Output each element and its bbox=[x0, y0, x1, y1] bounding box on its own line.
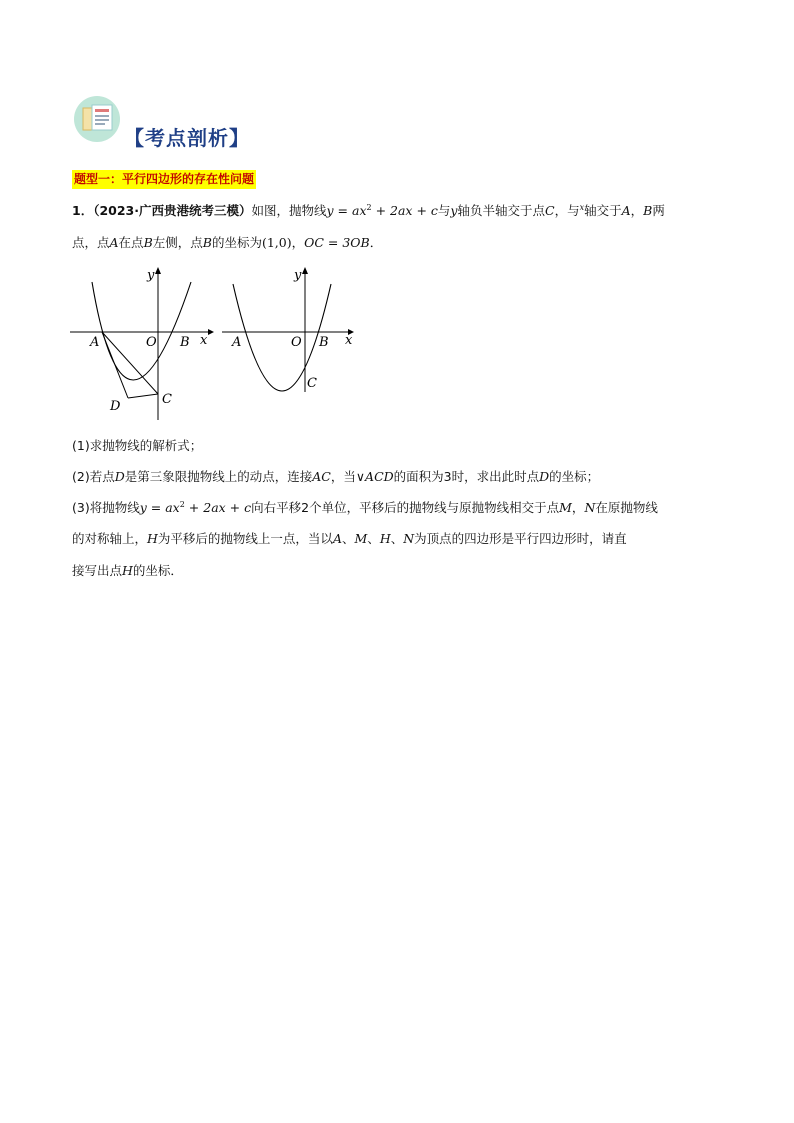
text: 、 bbox=[367, 531, 380, 546]
text: 将抛物线 bbox=[89, 500, 140, 515]
math-var: M bbox=[354, 531, 368, 546]
text: 的面积为 bbox=[393, 469, 444, 484]
text: 的坐标． bbox=[132, 563, 183, 578]
text: ． bbox=[369, 235, 383, 250]
math-expr: OC = 3OB bbox=[304, 235, 370, 250]
number: 2 bbox=[301, 500, 310, 515]
segment-DC bbox=[128, 394, 158, 398]
y-axis-arrow bbox=[302, 267, 308, 274]
text: 若点 bbox=[89, 469, 115, 484]
figure-right bbox=[222, 267, 354, 392]
math-op: = bbox=[146, 500, 166, 515]
text: 时，求出此时点 bbox=[451, 469, 540, 484]
text: 的坐标为 bbox=[211, 235, 262, 250]
math-var: D bbox=[539, 469, 550, 484]
text: 在原抛物线 bbox=[595, 500, 658, 515]
math-var: M bbox=[559, 500, 572, 515]
math-var: y bbox=[326, 203, 334, 218]
y-axis-arrow bbox=[155, 267, 161, 274]
math-exp: 2 bbox=[179, 499, 185, 509]
math-op: = bbox=[333, 203, 352, 218]
text: ， bbox=[291, 235, 305, 250]
math-var: ax bbox=[352, 203, 367, 218]
text: 为平移后的抛物线上一点，当以 bbox=[157, 531, 333, 546]
number: 3 bbox=[443, 469, 452, 484]
math-var: H bbox=[122, 563, 133, 578]
question-type-title: 题型一：平行四边形的存在性问题 bbox=[72, 170, 256, 189]
label-y: y bbox=[294, 268, 302, 283]
parabola bbox=[233, 284, 331, 391]
math-var: N bbox=[403, 531, 415, 546]
text: 点，点 bbox=[72, 235, 110, 250]
segment-AD bbox=[102, 332, 128, 398]
text: ，当 bbox=[330, 469, 356, 484]
label-y: y bbox=[147, 268, 155, 283]
question-3-line-3 bbox=[72, 562, 183, 580]
math-var: A bbox=[621, 203, 631, 218]
text: 的坐标； bbox=[549, 469, 600, 484]
text: 接写出点 bbox=[72, 563, 123, 578]
text: ， bbox=[571, 500, 585, 515]
label-A: A bbox=[90, 335, 100, 350]
label-C: C bbox=[162, 392, 172, 407]
math-var: H bbox=[379, 531, 391, 546]
text: 与 bbox=[437, 203, 451, 218]
question-2 bbox=[72, 468, 599, 486]
math-var: ax bbox=[165, 500, 180, 515]
text: 在点 bbox=[118, 235, 144, 250]
math-var: C bbox=[545, 203, 555, 218]
text: 、 bbox=[341, 531, 355, 546]
math-var: y bbox=[450, 203, 458, 218]
math-coord: (1,0) bbox=[261, 235, 292, 250]
math-var: B bbox=[143, 235, 153, 250]
label-x: x bbox=[200, 333, 208, 348]
math-var: y bbox=[139, 500, 147, 515]
text: 如图，抛物线 bbox=[251, 203, 327, 218]
label-C: C bbox=[307, 376, 317, 391]
text: 轴负半轴交于点 bbox=[457, 203, 545, 218]
label-B: B bbox=[319, 335, 329, 350]
math-var: B bbox=[643, 203, 653, 218]
problem-line-1 bbox=[72, 202, 665, 220]
math-var: A bbox=[332, 531, 342, 546]
math-var: A bbox=[109, 235, 119, 250]
math-var: x bbox=[579, 202, 585, 212]
text: 、 bbox=[390, 531, 404, 546]
math-exp: 2 bbox=[366, 202, 372, 212]
figures bbox=[66, 262, 366, 426]
text: ，与 bbox=[554, 203, 580, 218]
problem-source: （2023·广西贵港统考三模） bbox=[93, 203, 252, 218]
question-3-line-2 bbox=[72, 530, 627, 548]
question-1 bbox=[72, 437, 202, 455]
question-label: (1) bbox=[72, 438, 90, 453]
page-title: 【考点剖析】 bbox=[124, 126, 250, 150]
text: 个单位，平移后的抛物线与原抛物线相交于点 bbox=[309, 500, 560, 515]
parabola bbox=[92, 282, 191, 380]
figure-left bbox=[70, 267, 214, 420]
label-x: x bbox=[345, 333, 353, 348]
math-expr: + 2ax + c bbox=[371, 203, 438, 218]
text: 为顶点的四边形是平行四边形时，请直 bbox=[414, 531, 627, 546]
math-expr: ∨ACD bbox=[355, 469, 394, 484]
text: ， bbox=[630, 203, 644, 218]
math-var: AC bbox=[312, 469, 331, 484]
document-icon bbox=[72, 94, 122, 144]
math-var: H bbox=[147, 531, 158, 546]
math-var: N bbox=[584, 500, 596, 515]
label-B: B bbox=[180, 335, 190, 350]
text: 的对称轴上， bbox=[72, 531, 148, 546]
question-3-line-1 bbox=[72, 499, 658, 517]
question-label: (3) bbox=[72, 500, 90, 515]
x-axis-arrow bbox=[208, 329, 214, 335]
text: 两 bbox=[652, 203, 665, 218]
label-A: A bbox=[232, 335, 242, 350]
text: 是第三象限抛物线上的动点，连接 bbox=[124, 469, 313, 484]
section-header bbox=[72, 94, 472, 150]
math-var: D bbox=[114, 469, 125, 484]
question-label: (2) bbox=[72, 469, 90, 484]
text: 左侧，点 bbox=[152, 235, 203, 250]
math-expr: + 2ax + c bbox=[184, 500, 252, 515]
text: 求抛物线的解析式； bbox=[89, 438, 203, 453]
problem-line-2 bbox=[72, 234, 382, 252]
label-D: D bbox=[110, 399, 121, 414]
problem-number: 1． bbox=[72, 203, 94, 218]
text: 轴交于 bbox=[584, 203, 622, 218]
text: 向右平移 bbox=[251, 500, 302, 515]
label-O: O bbox=[146, 335, 157, 350]
label-O: O bbox=[291, 335, 302, 350]
math-var: B bbox=[202, 235, 212, 250]
